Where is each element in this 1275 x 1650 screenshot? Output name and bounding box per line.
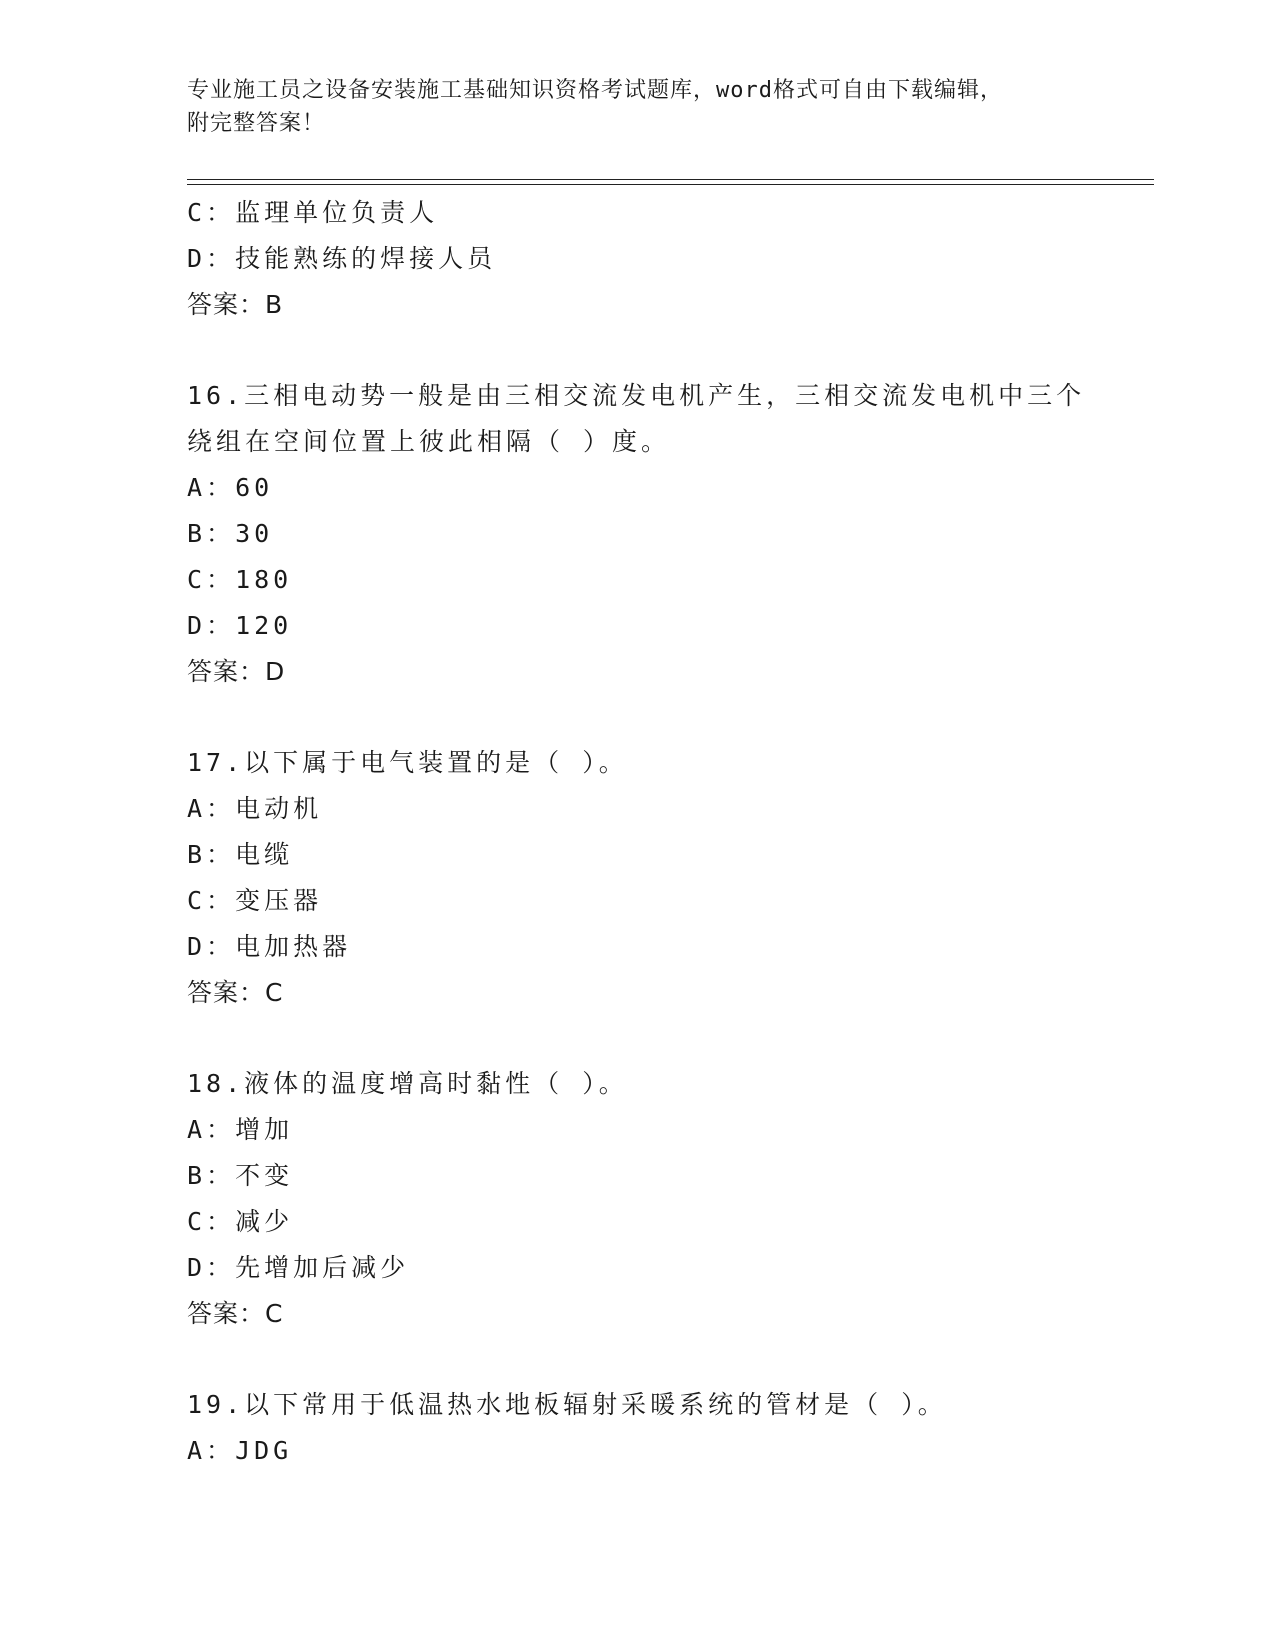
- option-b: [187, 832, 1154, 878]
- option-letter: D：: [187, 611, 236, 640]
- option-text: 技能熟练的焊接人员: [235, 244, 497, 273]
- question-16: [187, 373, 1154, 695]
- option-letter: C：: [187, 1207, 236, 1236]
- spacer: [187, 695, 1154, 740]
- answer-line: 答案：C: [187, 978, 284, 1007]
- option-text: 180: [235, 565, 293, 594]
- option-text: 120: [235, 611, 293, 640]
- option-b: [187, 511, 1154, 557]
- option-text: 变压器: [235, 886, 323, 915]
- option-text: 先增加后减少: [235, 1253, 410, 1282]
- option-c: [187, 1199, 1154, 1245]
- option-letter: C：: [187, 198, 236, 227]
- option-d: [187, 1245, 1154, 1291]
- spacer: [187, 1337, 1154, 1382]
- option-c: [187, 878, 1154, 924]
- option-text: 电动机: [235, 794, 323, 823]
- option-b: [187, 1153, 1154, 1199]
- option-letter: A：: [187, 1115, 236, 1144]
- option-c: [187, 557, 1154, 603]
- question-stem: 18.液体的温度增高时黏性（ ）。: [187, 1069, 628, 1098]
- option-text: 增加: [235, 1115, 294, 1144]
- question-prev: [187, 190, 1154, 328]
- option-text: 监理单位负责人: [235, 198, 439, 227]
- option-text: 电加热器: [235, 932, 352, 961]
- option-letter: A：: [187, 794, 236, 823]
- answer-line: 答案：B: [187, 290, 284, 319]
- option-letter: D：: [187, 244, 236, 273]
- option-letter: A：: [187, 473, 236, 502]
- option-d: [187, 603, 1154, 649]
- option-text: JDG: [235, 1436, 293, 1465]
- option-letter: D：: [187, 932, 236, 961]
- option-letter: A：: [187, 1436, 236, 1465]
- option-letter: C：: [187, 565, 236, 594]
- option-a: [187, 465, 1154, 511]
- header-rule-top: [187, 179, 1154, 180]
- option-text: 减少: [235, 1207, 294, 1236]
- header-rule-bottom: [187, 184, 1154, 185]
- spacer: [187, 1016, 1154, 1061]
- question-18: [187, 1061, 1154, 1337]
- option-letter: B：: [187, 519, 236, 548]
- answer-line: 答案：D: [187, 657, 286, 686]
- option-a: [187, 1107, 1154, 1153]
- option-letter: B：: [187, 840, 236, 869]
- option-d: [187, 924, 1154, 970]
- option-c: [187, 190, 1154, 236]
- question-stem: 19.以下常用于低温热水地板辐射采暖系统的管材是（ ）。: [187, 1390, 947, 1419]
- question-stem: 绕组在空间位置上彼此相隔（ ）度。: [187, 427, 671, 456]
- option-letter: C：: [187, 886, 236, 915]
- option-letter: D：: [187, 1253, 236, 1282]
- option-text: 60: [235, 473, 274, 502]
- option-letter: B：: [187, 1161, 236, 1190]
- option-text: 不变: [235, 1161, 294, 1190]
- answer-line: 答案：C: [187, 1299, 284, 1328]
- question-list: [187, 190, 1154, 1474]
- question-stem: 16.三相电动势一般是由三相交流发电机产生，三相交流发电机中三个: [187, 381, 1086, 410]
- option-a: [187, 786, 1154, 832]
- header-line-1: 专业施工员之设备安装施工基础知识资格考试题库，word格式可自由下载编辑，: [187, 78, 1003, 103]
- option-text: 30: [235, 519, 274, 548]
- option-text: 电缆: [235, 840, 294, 869]
- spacer: [187, 328, 1154, 373]
- question-17: [187, 740, 1154, 1016]
- document-header: [187, 74, 1087, 140]
- header-line-2: 附完整答案！: [187, 111, 326, 136]
- option-a: [187, 1428, 1154, 1474]
- question-19: [187, 1382, 1154, 1474]
- question-stem: 17.以下属于电气装置的是（ ）。: [187, 748, 628, 777]
- option-d: [187, 236, 1154, 282]
